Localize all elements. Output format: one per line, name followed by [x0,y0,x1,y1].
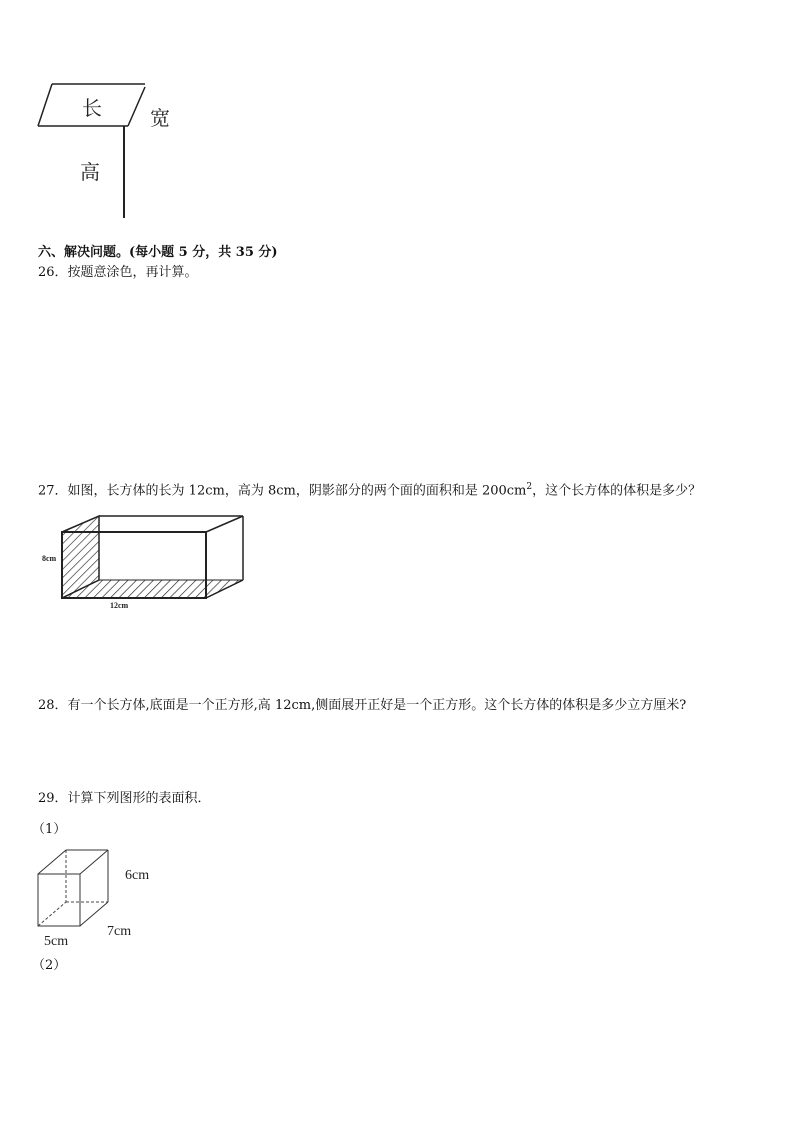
label-7cm: 7cm [107,924,132,939]
box-figure-29 [30,840,170,950]
label-6cm: 6cm [125,868,150,883]
question-26: 26．按题意涂色，再计算。 [38,265,198,280]
cuboid-figure-27 [30,508,260,618]
box-front-face [38,874,80,926]
label-8cm: 8cm [42,554,57,563]
section-heading: 六、解决问题。(每小题 5 分，共 35 分) [38,245,278,260]
question-29: 29．计算下列图形的表面积． [38,791,211,806]
question-27-text-a: 27．如图，长方体的长为 12cm，高为 8cm，阴影部分的两个面的面积和是 200cm [38,483,527,499]
height-label: 高 [80,160,100,184]
length-label: 长 [82,96,102,120]
question-27-superscript: 2 [526,482,533,492]
label-5cm: 5cm [44,934,69,949]
label-12cm: 12cm [110,601,129,610]
question-28: 28．有一个长方体,底面是一个正方形,高 12cm,侧面展开正好是一个正方形。这个长方体的体积是多少立方厘米? [38,698,687,713]
width-label: 宽 [150,106,170,130]
top-dimension-figure [30,75,260,225]
question-29-part-1: （1） [32,822,67,837]
question-29-part-2: （2） [32,958,67,973]
top-face-left-edge [38,84,52,126]
width-edge [128,87,145,126]
question-27-text-b: ，这个长方体的体积是多少？ [532,483,702,499]
question-27 [38,479,701,499]
